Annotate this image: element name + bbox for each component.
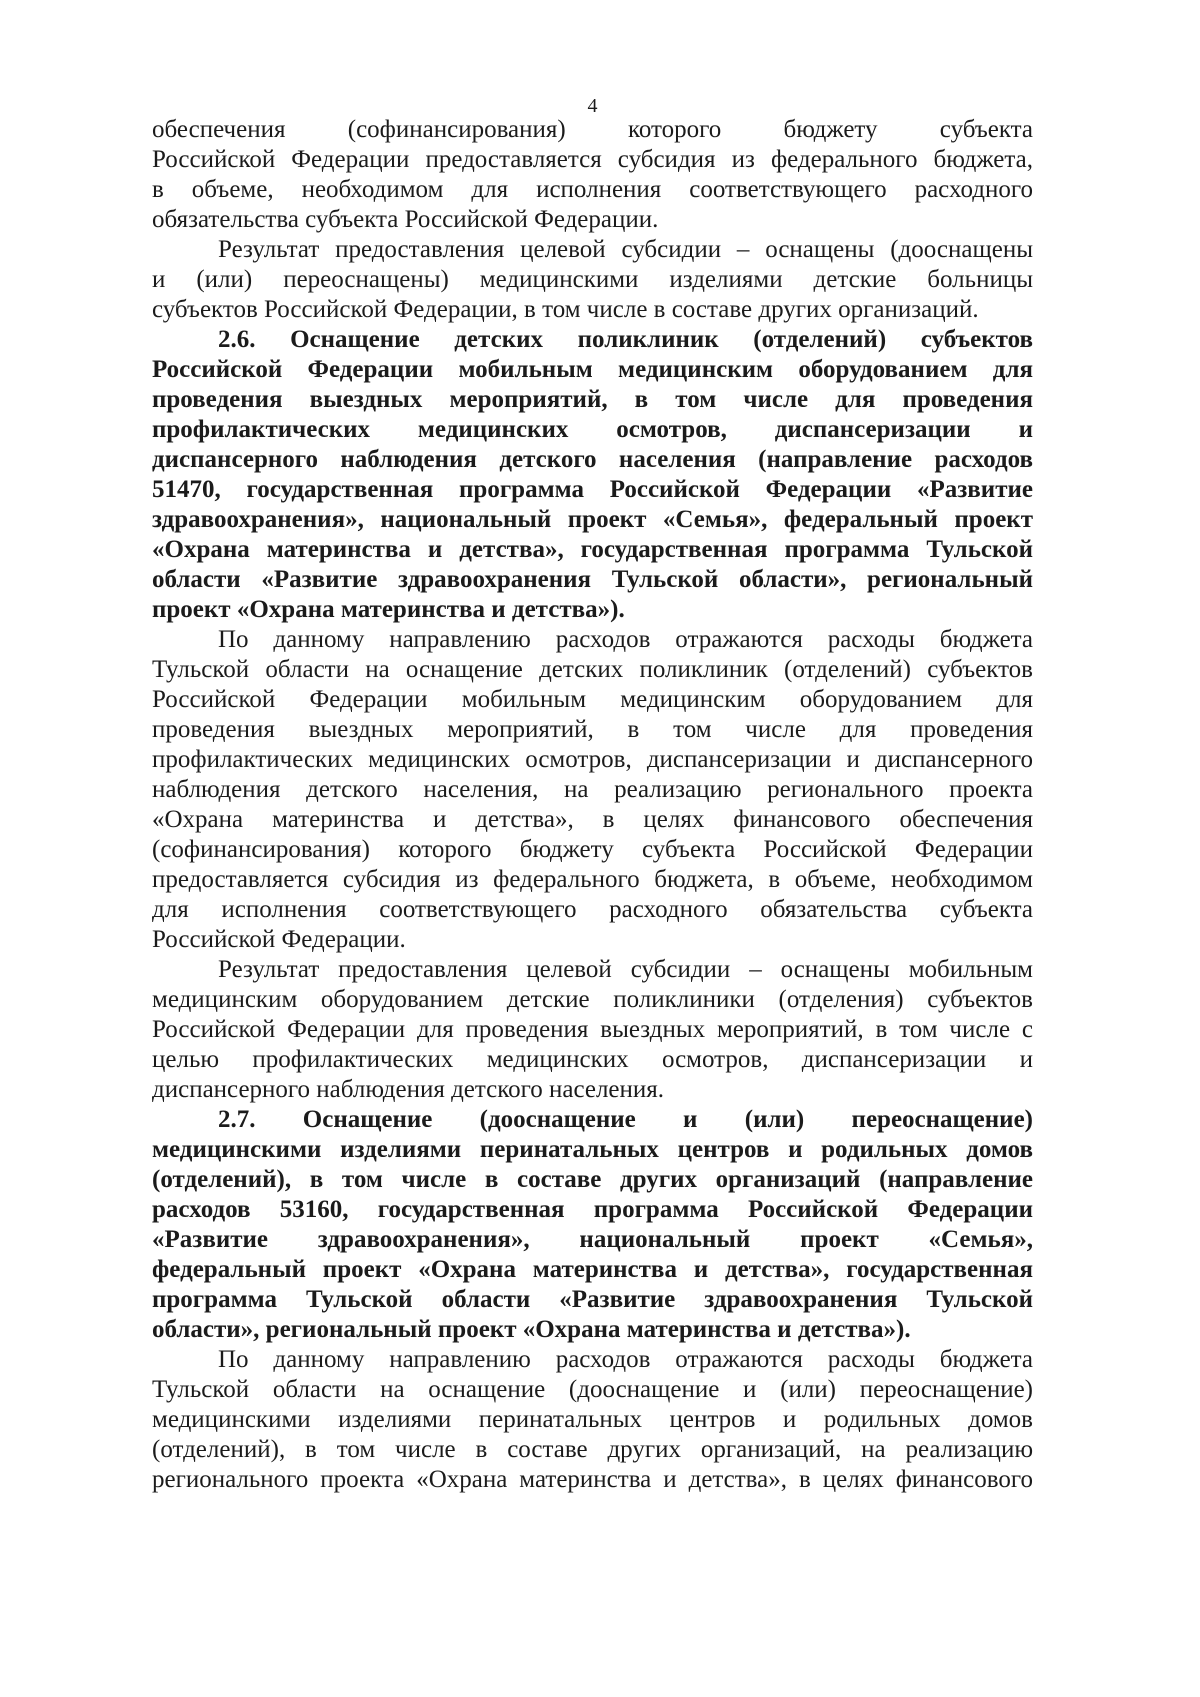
text-line: медицинскими изделиями перинатальных центров и родильных домов — [152, 1136, 1033, 1163]
text-line: (отделений), в том числе в составе других организаций, на реализацию — [152, 1436, 1033, 1463]
section-heading — [152, 1105, 1033, 1345]
paragraph — [152, 1345, 1033, 1495]
text-line: (отделений), в том числе в составе других организаций (направление — [152, 1166, 1033, 1193]
text-line: и (или) переоснащены) медицинскими изделиями детские больницы — [152, 266, 1033, 293]
text-line: медицинскими изделиями перинатальных центров и родильных домов — [152, 1406, 1033, 1433]
text-line: обеспечения (софинансирования) которого бюджету субъекта — [152, 116, 1033, 143]
text-line: диспансерного наблюдения детского населения. — [152, 1076, 665, 1103]
text-line: «Развитие здравоохранения», национальный проект «Семья», — [152, 1226, 1033, 1253]
text-line: здравоохранения», национальный проект «Семья», федеральный проект — [152, 506, 1033, 533]
text-line: для исполнения соответствующего расходного обязательства субъекта — [152, 896, 1033, 923]
text-line: Результат предоставления целевой субсидии – оснащены мобильным — [218, 956, 1033, 983]
text-line: в объеме, необходимом для исполнения соответствующего расходного — [152, 176, 1033, 203]
text-line: программа Тульской области «Развитие здравоохранения Тульской — [152, 1286, 1033, 1313]
text-line: наблюдения детского населения, на реализацию регионального проекта — [152, 776, 1033, 803]
text-line: медицинским оборудованием детские поликлиники (отделения) субъектов — [152, 986, 1033, 1013]
text-line: «Охрана материнства и детства», в целях финансового обеспечения — [152, 806, 1033, 833]
text-line: «Охрана материнства и детства», государственная программа Тульской — [152, 536, 1033, 563]
text-line: профилактических медицинских осмотров, диспансеризации и — [152, 416, 1033, 443]
text-line: субъектов Российской Федерации, в том числе в составе других организаций. — [152, 296, 979, 323]
text-line: 2.7. Оснащение (дооснащение и (или) переоснащение) — [218, 1106, 1033, 1133]
document-body — [152, 115, 1033, 1495]
text-line: Результат предоставления целевой субсидии – оснащены (дооснащены — [218, 236, 1033, 263]
text-line: 2.6. Оснащение детских поликлиник (отделений) субъектов — [218, 326, 1033, 353]
text-line: предоставляется субсидия из федерального бюджета, в объеме, необходимом — [152, 866, 1033, 893]
section-heading — [152, 325, 1033, 625]
text-line: расходов 53160, государственная программа Российской Федерации — [152, 1196, 1033, 1223]
text-line: (софинансирования) которого бюджету субъекта Российской Федерации — [152, 836, 1033, 863]
text-line: Российской Федерации для проведения выездных мероприятий, в том числе с — [152, 1016, 1033, 1043]
text-line: федеральный проект «Охрана материнства и детства», государственная — [152, 1256, 1033, 1283]
paragraph — [152, 955, 1033, 1105]
text-line: области «Развитие здравоохранения Тульской области», региональный — [152, 566, 1033, 593]
page-number: 4 — [587, 95, 598, 117]
text-line: По данному направлению расходов отражаются расходы бюджета — [218, 1346, 1033, 1373]
paragraph — [152, 235, 1033, 325]
text-line: По данному направлению расходов отражаются расходы бюджета — [218, 626, 1033, 653]
paragraph — [152, 115, 1033, 235]
text-line: целью профилактических медицинских осмотров, диспансеризации и — [152, 1046, 1033, 1073]
text-line: проект «Охрана материнства и детства»). — [152, 596, 625, 623]
text-line: Российской Федерации. — [152, 926, 406, 953]
text-line: Тульской области на оснащение (дооснащение и (или) переоснащение) — [152, 1376, 1033, 1403]
text-line: обязательства субъекта Российской Федерации. — [152, 206, 659, 233]
text-line: проведения выездных мероприятий, в том числе для проведения — [152, 716, 1033, 743]
text-line: Российской Федерации предоставляется субсидия из федерального бюджета, — [152, 146, 1033, 173]
paragraph — [152, 625, 1033, 955]
text-line: профилактических медицинских осмотров, диспансеризации и диспансерного — [152, 746, 1033, 773]
text-line: Тульской области на оснащение детских поликлиник (отделений) субъектов — [152, 656, 1033, 683]
text-line: диспансерного наблюдения детского населения (направление расходов — [152, 446, 1033, 473]
text-line: 51470, государственная программа Российской Федерации «Развитие — [152, 476, 1033, 503]
text-line: области», региональный проект «Охрана материнства и детства»). — [152, 1316, 911, 1343]
text-line: Российской Федерации мобильным медицинским оборудованием для — [152, 356, 1033, 383]
text-line: проведения выездных мероприятий, в том числе для проведения — [152, 386, 1033, 413]
text-line: Российской Федерации мобильным медицинским оборудованием для — [152, 686, 1033, 713]
text-line: регионального проекта «Охрана материнства и детства», в целях финансового — [152, 1466, 1033, 1493]
